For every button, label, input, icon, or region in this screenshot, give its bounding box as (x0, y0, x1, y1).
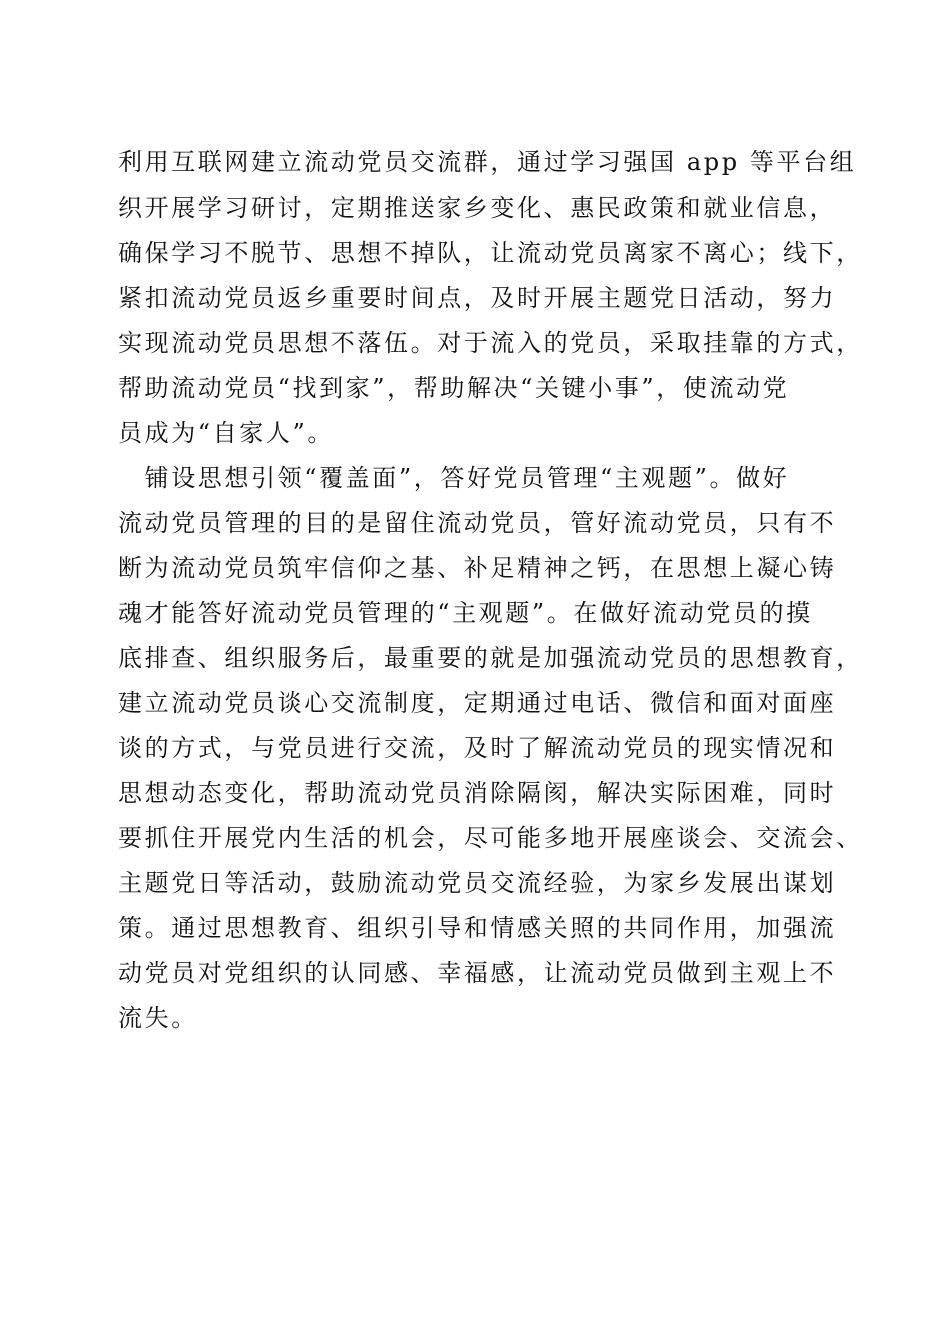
text-line: 策。通过思想教育、组织引导和情感关照的共同作用，加强流 (118, 914, 837, 942)
text-line: 思想动态变化，帮助流动党员消除隔阂，解决实际困难，同时 (118, 779, 837, 807)
text-line: 底排查、组织服务后，最重要的就是加强流动党员的思想教育， (118, 644, 863, 672)
text-line: 流失。 (118, 1004, 198, 1032)
text-line: 实现流动党员思想不落伍。对于流入的党员，采取挂靠的方式， (118, 329, 863, 357)
text-line: 要抓住开展党内生活的机会，尽可能多地开展座谈会、交流会、 (118, 824, 863, 852)
text-line: 织开展学习研讨，定期推送家乡变化、惠民政策和就业信息， (118, 194, 837, 222)
text-line: 流动党员管理的目的是留住流动党员，管好流动党员，只有不 (118, 509, 837, 537)
text-line: 断为流动党员筑牢信仰之基、补足精神之钙，在思想上凝心铸 (118, 554, 837, 582)
text-line: 利用互联网建立流动党员交流群，通过学习强国 app 等平台组 (118, 148, 857, 176)
text-line: 魂才能答好流动党员管理的“主观题”。在做好流动党员的摸 (118, 599, 813, 627)
text-line: 动党员对党组织的认同感、幸福感，让流动党员做到主观上不 (118, 959, 837, 987)
text-line: 确保学习不脱节、思想不掉队，让流动党员离家不离心；线下， (118, 239, 863, 267)
text-line: 紧扣流动党员返乡重要时间点，及时开展主题党日活动，努力 (118, 284, 837, 312)
text-line: 建立流动党员谈心交流制度，定期通过电话、微信和面对面座 (118, 689, 837, 717)
text-line: 员成为“自家人”。 (118, 419, 334, 447)
text-line: 铺设思想引领“覆盖面”，答好党员管理“主观题”。做好 (118, 464, 790, 492)
text-line: 主题党日等活动，鼓励流动党员交流经验，为家乡发展出谋划 (118, 869, 837, 897)
text-line: 谈的方式，与党员进行交流，及时了解流动党员的现实情况和 (118, 734, 837, 762)
text-line: 帮助流动党员“找到家”，帮助解决“关键小事”，使流动党 (118, 374, 790, 402)
